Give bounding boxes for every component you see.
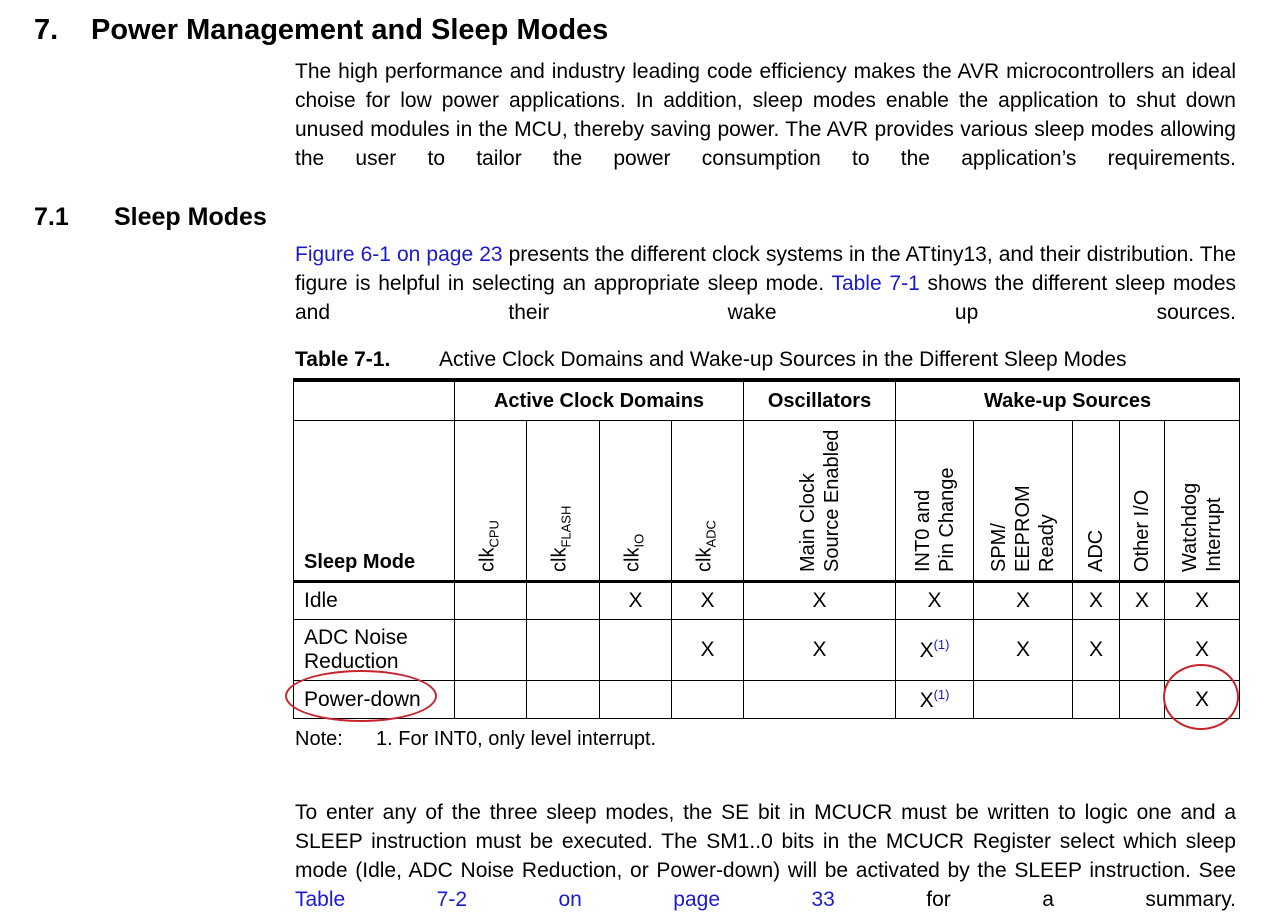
cell [527,620,600,681]
header-line: EEPROM [1012,485,1035,572]
intro-paragraph: The high performance and industry leading code efficiency makes the AVR microcontrollers an ideal choise for low power applications. In addition, sleep modes enable the application to shut down unused modules in the MCU, thereby saving power. The AVR provides various sleep modes allowing the user to tailor the power consumption to the application’s requirements. [295,60,1236,170]
paragraph-text: for a summary. [834,888,1236,911]
col-watchdog [1165,421,1240,582]
group-active-clock-domains: Active Clock Domains [455,380,744,421]
cell [1120,620,1165,681]
col-int0 [896,421,974,582]
subsection-title: Sleep Modes [114,203,267,231]
footnote-ref[interactable]: (1) [933,637,950,652]
cell [896,620,974,681]
cell: X [1073,620,1120,681]
col-clk-adc [672,421,744,582]
cell [1073,681,1120,719]
note-label: Note: [295,728,343,750]
group-wakeup-sources: Wake-up Sources [896,380,1240,421]
clk-text: clk [476,547,498,572]
mark: X [919,639,934,662]
cell [1120,681,1165,719]
cell: X [1073,582,1120,620]
group-oscillators: Oscillators [744,380,896,421]
cell [455,582,527,620]
mark: X [919,688,934,712]
cell [527,582,600,620]
header-line: Main Clock [796,473,819,572]
cell: X [672,620,744,681]
cell [744,681,896,719]
annotation-circle-power-down [285,670,437,722]
clk-sub: FLASH [558,505,574,548]
table-caption [295,348,1127,372]
clk-text: clk [621,547,643,572]
section-title: Power Management and Sleep Modes [91,14,609,46]
cell: X [744,582,896,620]
col-clk-cpu [455,421,527,582]
header-line: Source Enabled [820,429,843,572]
paragraph-text: To enter any of the three sleep modes, the SE bit in MCUCR must be written to logic one and a SLEEP instruction must be executed. The SM1..0 bits in the MCUCR Register select which sleep mode (Idle, ADC Noise Reduction, or Power-down) will be activated by the SLEEP instruction. See [295,801,1236,882]
header-line: SPM/ [988,523,1011,572]
col-clk-io [600,421,672,582]
header-line: Pin Change [935,467,958,572]
clk-sub: CPU [486,520,501,548]
col-adc [1073,421,1120,582]
clk-sub: ADC [703,520,718,548]
cell: X [744,620,896,681]
cell [672,681,744,719]
cell: X [896,582,974,620]
paragraph-text: presents the different clock systems in the ATtiny13, and their distribution. The figure is helpful in selecting an appropriate sleep mode. [295,243,1236,295]
clk-text: clk [693,547,715,572]
cell [455,620,527,681]
cell: X [1165,582,1240,620]
col-other-io [1120,421,1165,582]
table-note [295,728,656,751]
header-line: ADC [1085,529,1108,572]
annotation-circle-watchdog [1163,664,1239,730]
cell: X [1165,620,1240,681]
cell [600,681,672,719]
cell: X [1120,582,1165,620]
cell [896,681,974,719]
col-clk-flash [527,421,600,582]
header-line: Other I/O [1131,489,1154,572]
cell: X [672,582,744,620]
cell [600,620,672,681]
cell [974,681,1073,719]
sleep-modes-table [293,378,1240,719]
empty-corner [294,380,455,421]
note-text: 1. For INT0, only level interrupt. [376,728,657,750]
figure-6-1-link[interactable]: Figure 6-1 on page 23 [295,243,503,266]
mode-line: ADC Noise [304,626,408,649]
subsection-heading [34,203,267,232]
table-7-2-link[interactable]: Table 7-2 on page 33 [295,888,835,911]
cell [455,681,527,719]
cell: X [600,582,672,620]
header-line: Watchdog [1179,482,1202,572]
clk-text: clk [548,547,571,572]
mode-line: Reduction [304,650,399,673]
header-line: Ready [1036,514,1059,572]
sleep-modes-table-wrap [293,378,1239,719]
header-line: INT0 and [911,489,934,572]
header-line: Interrupt [1203,497,1226,572]
cell: X [974,582,1073,620]
col-spm [974,421,1073,582]
mode-power-down: Power-down [294,681,455,719]
caption-text: Active Clock Domains and Wake-up Sources in the Different Sleep Modes [439,348,1127,371]
cell: X [1165,681,1240,719]
footnote-ref[interactable]: (1) [933,686,950,702]
sleep-modes-paragraph [295,240,1236,327]
paragraph-text: shows the different sleep modes and their wake up sources. [295,272,1237,324]
sleep-mode-header: Sleep Mode [294,421,455,582]
cell [527,681,600,719]
cell: X [974,620,1073,681]
table-row [294,620,1240,681]
table-row [294,582,1240,620]
subsection-number: 7.1 [34,203,69,231]
col-main-clock [744,421,896,582]
clk-sub: IO [631,533,646,548]
mode-idle: Idle [294,582,455,620]
table-7-1-link[interactable]: Table 7-1 [831,272,920,295]
caption-label: Table 7-1. [295,348,391,371]
section-number: 7. [34,14,59,46]
section-heading [34,14,608,47]
closing-paragraph [295,798,1236,914]
